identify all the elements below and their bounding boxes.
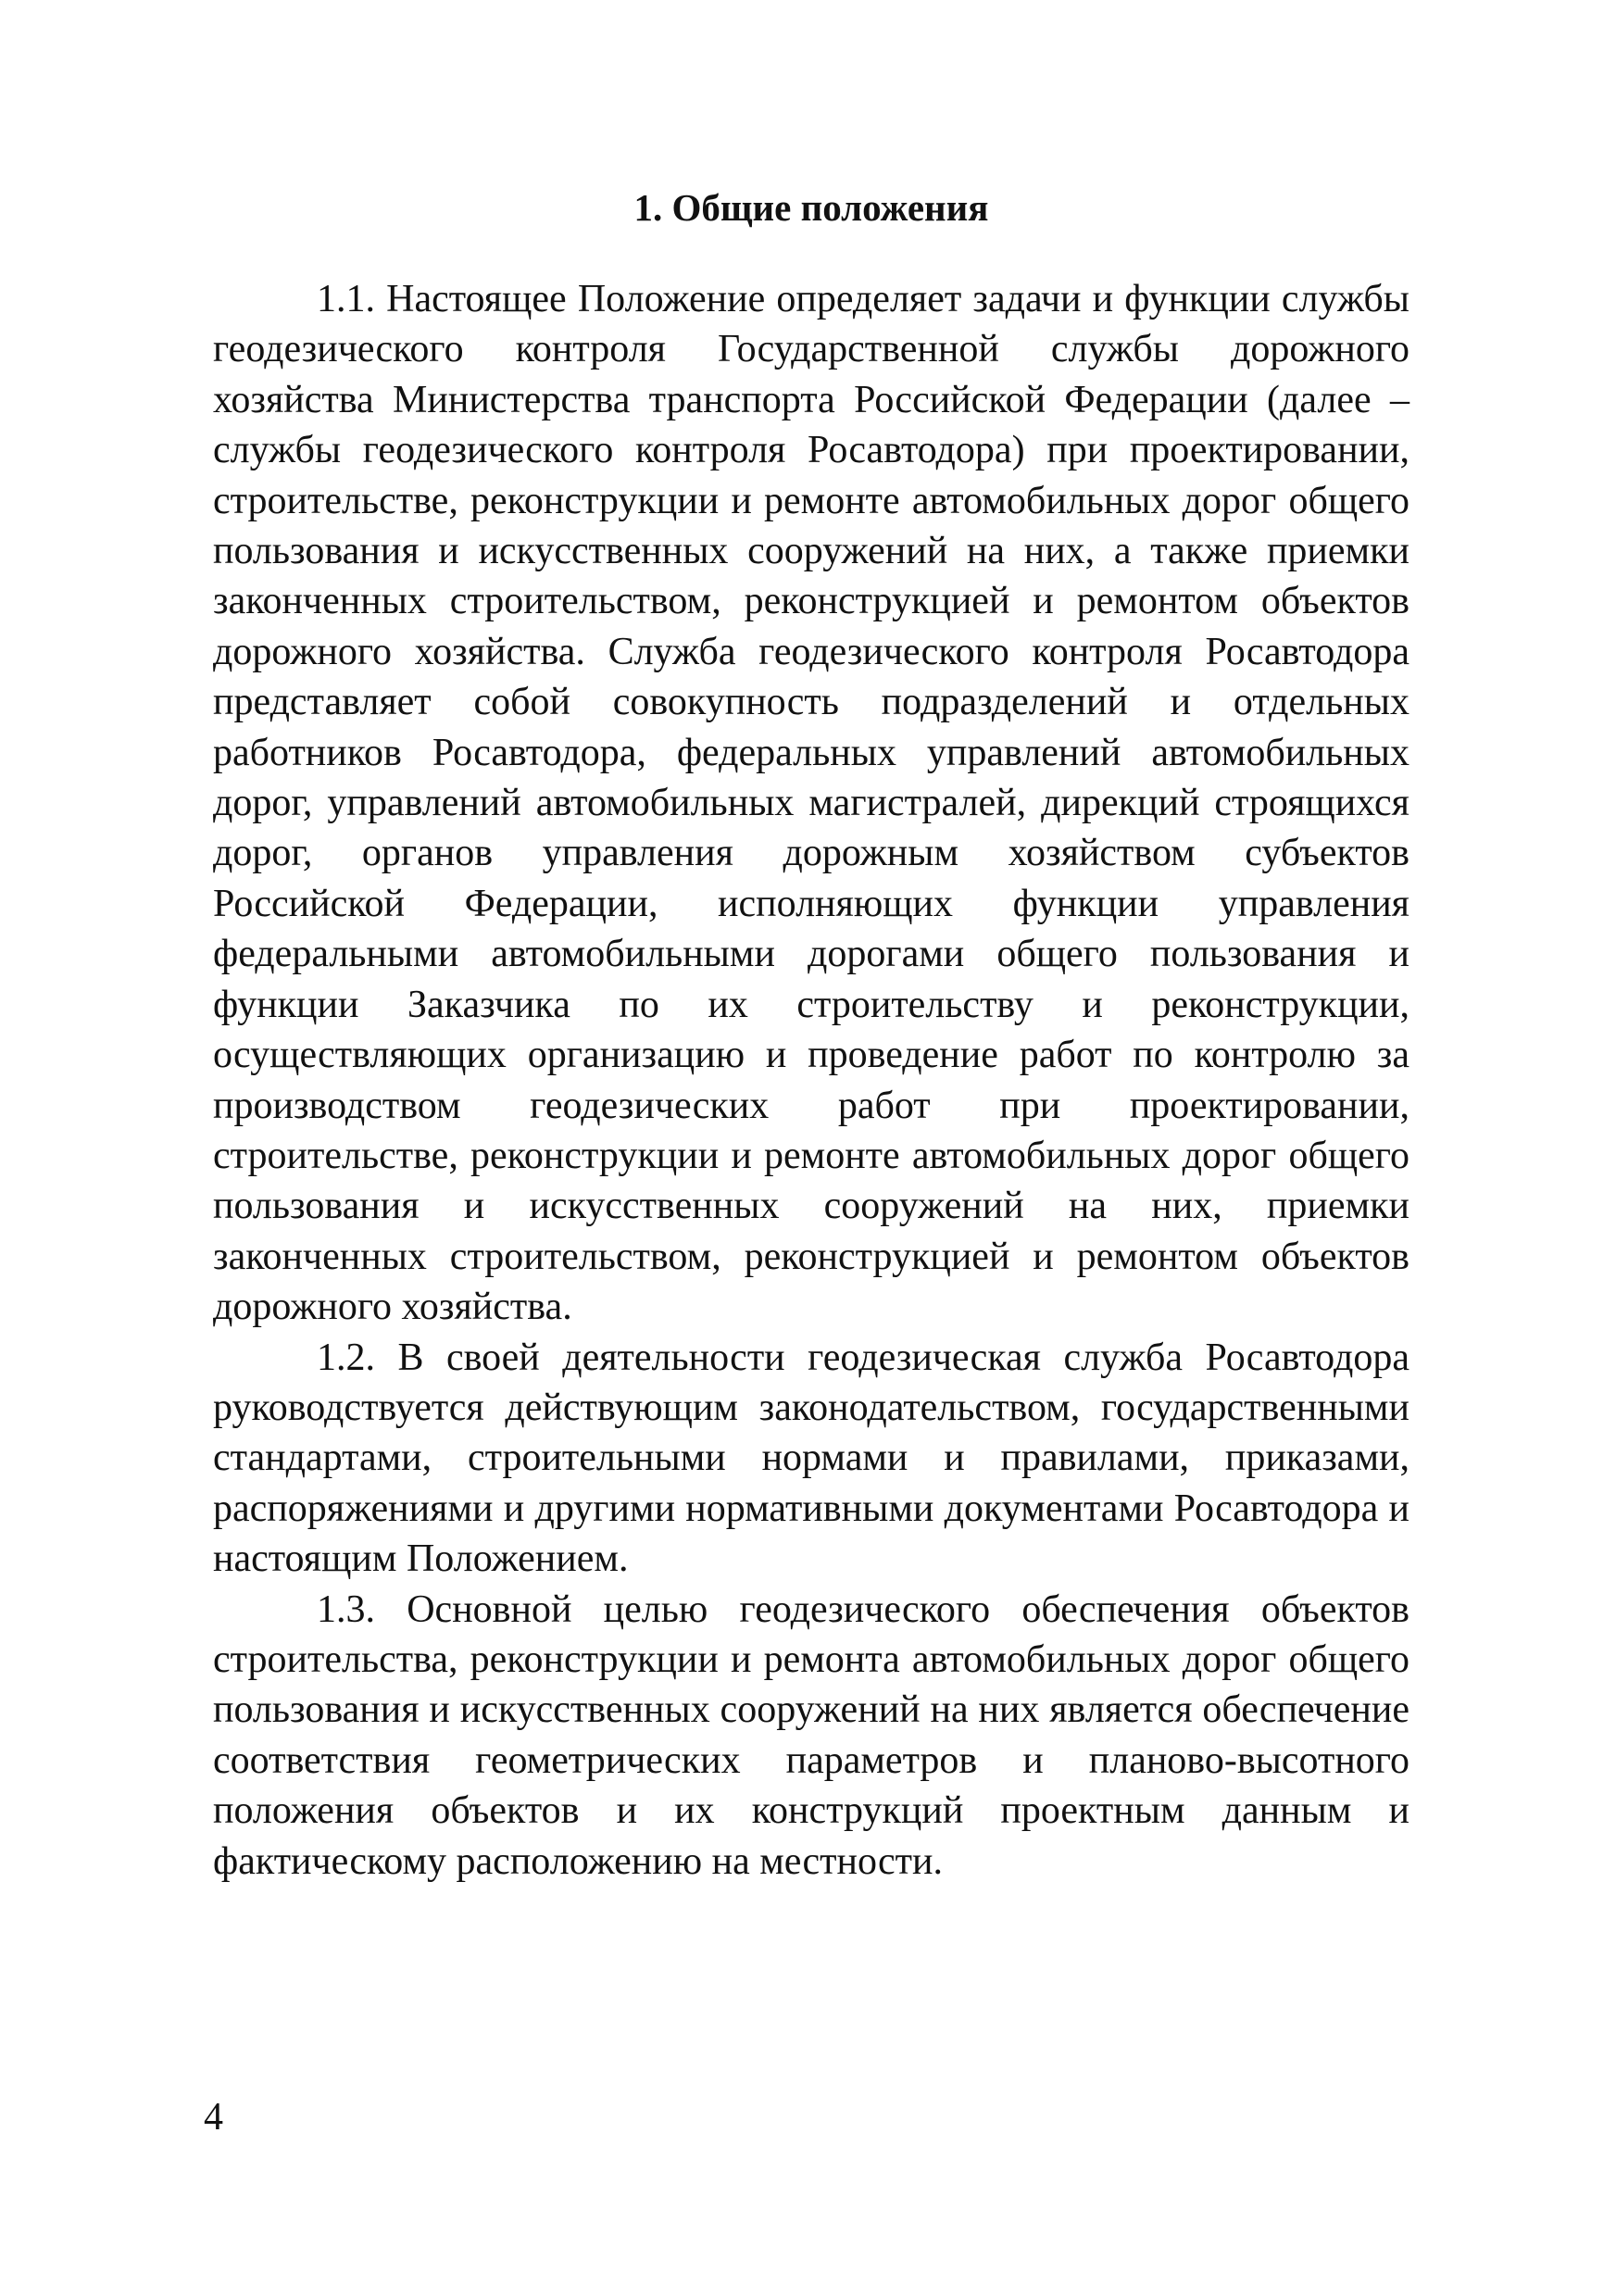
paragraph-1-2: 1.2. В своей деятельности геодезическая служба Росавтодора руководствуется действующим законодательством, государственными стандартами, строительными нормами и правилами, приказами, распоряжениями и другими нормативными документами Росавтодора и настоящим Положением. — [213, 1336, 1409, 1581]
paragraph-1-3: 1.3. Основной целью геодезического обеспечения объектов строительства, реконструкции и ремонта автомобильных дорог общего пользования и искусственных сооружений на них является обеспечение соответствия геометрических параметров и планово-высотного положения объектов и их конструкций проектным данным и фактическому расположению на местности. — [213, 1587, 1409, 1883]
paragraph-1-1: 1.1. Настоящее Положение определяет задачи и функции службы геодезического контроля Государственной службы дорожного хозяйства Министерства транспорта Российской Федерации (далее – службы геодезического контроля Росавтодора) при проектировании, строительстве, реконструкции и ремонте автомобильных дорог общего пользования и искусственных сооружений на них, а также приемки законченных строительством, реконструкцией и ремонтом объектов дорожного хозяйства. Служба геодезического контроля Росавтодора представляет собой совокупность подразделений и отдельных работников Росавтодора, федеральных управлений автомобильных дорог, управлений автомобильных магистралей, дирекций строящихся дорог, органов управления дорожным хозяйством субъектов Российской Федерации, исполняющих функции управления федеральными автомобильными дорогами общего пользования и функции Заказчика по их строительству и реконструкции, осуществляющих организацию и проведение работ по контролю за производством геодезических работ при проектировании, строительстве, реконструкции и ремонте автомобильных дорог общего пользования и искусственных сооружений на них, приемки законченных строительством, реконструкцией и ремонтом объектов дорожного хозяйства. — [213, 278, 1409, 1329]
page-number: 4 — [204, 2096, 223, 2139]
body-text — [213, 274, 1409, 1887]
section-title: 1. Общие положения — [633, 186, 989, 229]
